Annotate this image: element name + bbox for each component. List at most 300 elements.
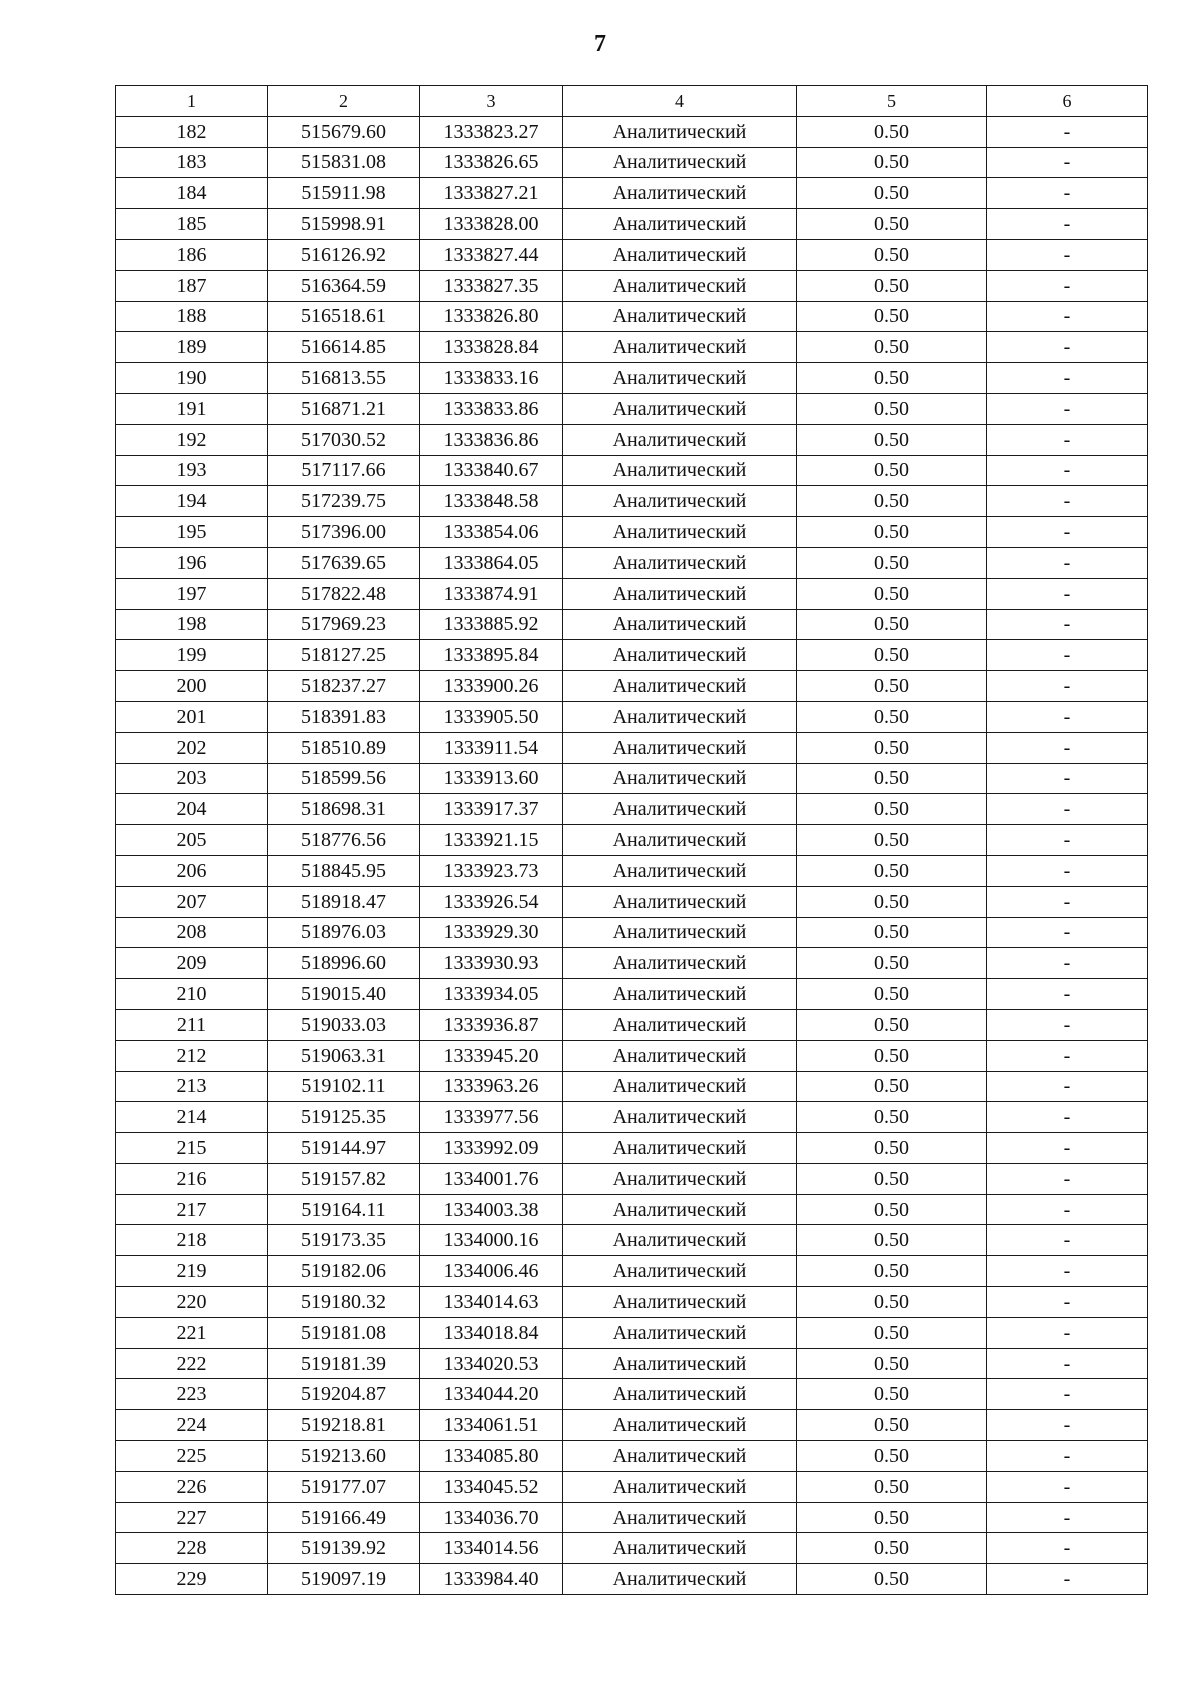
cell-x-coordinate: 515911.98 bbox=[268, 178, 420, 209]
cell-x-coordinate: 517639.65 bbox=[268, 547, 420, 578]
table-row bbox=[116, 332, 1148, 363]
cell-accuracy: 0.50 bbox=[797, 948, 987, 979]
cell-method: Аналитический bbox=[563, 178, 797, 209]
cell-accuracy: 0.50 bbox=[797, 363, 987, 394]
table-row bbox=[116, 578, 1148, 609]
cell-note: - bbox=[987, 640, 1148, 671]
cell-note: - bbox=[987, 517, 1148, 548]
cell-method: Аналитический bbox=[563, 671, 797, 702]
cell-accuracy: 0.50 bbox=[797, 917, 987, 948]
table-row bbox=[116, 1009, 1148, 1040]
cell-y-coordinate: 1333836.86 bbox=[420, 424, 563, 455]
cell-method: Аналитический bbox=[563, 424, 797, 455]
cell-note: - bbox=[987, 794, 1148, 825]
table-row bbox=[116, 455, 1148, 486]
cell-note: - bbox=[987, 763, 1148, 794]
cell-point-number: 192 bbox=[116, 424, 268, 455]
cell-note: - bbox=[987, 270, 1148, 301]
cell-y-coordinate: 1333929.30 bbox=[420, 917, 563, 948]
cell-x-coordinate: 519125.35 bbox=[268, 1102, 420, 1133]
cell-y-coordinate: 1333963.26 bbox=[420, 1071, 563, 1102]
cell-point-number: 225 bbox=[116, 1441, 268, 1472]
cell-y-coordinate: 1333911.54 bbox=[420, 732, 563, 763]
cell-y-coordinate: 1333826.80 bbox=[420, 301, 563, 332]
cell-accuracy: 0.50 bbox=[797, 886, 987, 917]
cell-x-coordinate: 517396.00 bbox=[268, 517, 420, 548]
cell-note: - bbox=[987, 1225, 1148, 1256]
cell-point-number: 224 bbox=[116, 1410, 268, 1441]
cell-x-coordinate: 517969.23 bbox=[268, 609, 420, 640]
cell-accuracy: 0.50 bbox=[797, 1163, 987, 1194]
cell-y-coordinate: 1333977.56 bbox=[420, 1102, 563, 1133]
cell-method: Аналитический bbox=[563, 1163, 797, 1194]
cell-point-number: 227 bbox=[116, 1502, 268, 1533]
cell-x-coordinate: 516813.55 bbox=[268, 363, 420, 394]
cell-point-number: 195 bbox=[116, 517, 268, 548]
cell-note: - bbox=[987, 332, 1148, 363]
cell-accuracy: 0.50 bbox=[797, 1287, 987, 1318]
table-row bbox=[116, 1102, 1148, 1133]
cell-method: Аналитический bbox=[563, 1564, 797, 1595]
cell-x-coordinate: 519144.97 bbox=[268, 1133, 420, 1164]
cell-note: - bbox=[987, 1256, 1148, 1287]
cell-accuracy: 0.50 bbox=[797, 209, 987, 240]
cell-point-number: 189 bbox=[116, 332, 268, 363]
table-header bbox=[116, 86, 1148, 117]
table-row bbox=[116, 1471, 1148, 1502]
table-row bbox=[116, 1040, 1148, 1071]
cell-y-coordinate: 1334044.20 bbox=[420, 1379, 563, 1410]
cell-accuracy: 0.50 bbox=[797, 794, 987, 825]
cell-y-coordinate: 1333827.44 bbox=[420, 239, 563, 270]
cell-point-number: 211 bbox=[116, 1009, 268, 1040]
cell-point-number: 199 bbox=[116, 640, 268, 671]
cell-accuracy: 0.50 bbox=[797, 1071, 987, 1102]
cell-y-coordinate: 1333823.27 bbox=[420, 116, 563, 147]
cell-method: Аналитический bbox=[563, 886, 797, 917]
cell-method: Аналитический bbox=[563, 794, 797, 825]
cell-point-number: 186 bbox=[116, 239, 268, 270]
cell-point-number: 184 bbox=[116, 178, 268, 209]
table-row bbox=[116, 209, 1148, 240]
cell-y-coordinate: 1333900.26 bbox=[420, 671, 563, 702]
cell-accuracy: 0.50 bbox=[797, 301, 987, 332]
cell-x-coordinate: 519033.03 bbox=[268, 1009, 420, 1040]
header-cell-6: 6 bbox=[987, 86, 1148, 117]
cell-x-coordinate: 518127.25 bbox=[268, 640, 420, 671]
cell-note: - bbox=[987, 979, 1148, 1010]
cell-accuracy: 0.50 bbox=[797, 640, 987, 671]
cell-note: - bbox=[987, 855, 1148, 886]
cell-y-coordinate: 1333930.93 bbox=[420, 948, 563, 979]
cell-x-coordinate: 515998.91 bbox=[268, 209, 420, 240]
cell-accuracy: 0.50 bbox=[797, 332, 987, 363]
cell-accuracy: 0.50 bbox=[797, 486, 987, 517]
cell-x-coordinate: 516614.85 bbox=[268, 332, 420, 363]
cell-accuracy: 0.50 bbox=[797, 393, 987, 424]
table-row bbox=[116, 116, 1148, 147]
cell-point-number: 219 bbox=[116, 1256, 268, 1287]
cell-x-coordinate: 517239.75 bbox=[268, 486, 420, 517]
cell-method: Аналитический bbox=[563, 547, 797, 578]
cell-note: - bbox=[987, 1564, 1148, 1595]
cell-note: - bbox=[987, 1071, 1148, 1102]
cell-note: - bbox=[987, 1471, 1148, 1502]
cell-note: - bbox=[987, 1287, 1148, 1318]
cell-accuracy: 0.50 bbox=[797, 609, 987, 640]
cell-y-coordinate: 1333905.50 bbox=[420, 701, 563, 732]
cell-x-coordinate: 519213.60 bbox=[268, 1441, 420, 1472]
cell-x-coordinate: 517117.66 bbox=[268, 455, 420, 486]
cell-method: Аналитический bbox=[563, 1040, 797, 1071]
cell-accuracy: 0.50 bbox=[797, 979, 987, 1010]
cell-x-coordinate: 516518.61 bbox=[268, 301, 420, 332]
header-cell-1: 1 bbox=[116, 86, 268, 117]
table-body bbox=[116, 116, 1148, 1594]
cell-method: Аналитический bbox=[563, 363, 797, 394]
cell-x-coordinate: 519181.39 bbox=[268, 1348, 420, 1379]
cell-note: - bbox=[987, 1533, 1148, 1564]
cell-method: Аналитический bbox=[563, 147, 797, 178]
table-row bbox=[116, 701, 1148, 732]
cell-accuracy: 0.50 bbox=[797, 1564, 987, 1595]
cell-note: - bbox=[987, 886, 1148, 917]
cell-accuracy: 0.50 bbox=[797, 1102, 987, 1133]
cell-x-coordinate: 518776.56 bbox=[268, 825, 420, 856]
cell-note: - bbox=[987, 609, 1148, 640]
cell-x-coordinate: 517822.48 bbox=[268, 578, 420, 609]
table-row bbox=[116, 855, 1148, 886]
cell-point-number: 187 bbox=[116, 270, 268, 301]
cell-y-coordinate: 1333917.37 bbox=[420, 794, 563, 825]
cell-x-coordinate: 519181.08 bbox=[268, 1317, 420, 1348]
cell-point-number: 198 bbox=[116, 609, 268, 640]
cell-accuracy: 0.50 bbox=[797, 855, 987, 886]
cell-method: Аналитический bbox=[563, 763, 797, 794]
cell-x-coordinate: 519182.06 bbox=[268, 1256, 420, 1287]
cell-accuracy: 0.50 bbox=[797, 1317, 987, 1348]
cell-note: - bbox=[987, 147, 1148, 178]
table-row bbox=[116, 1133, 1148, 1164]
cell-point-number: 185 bbox=[116, 209, 268, 240]
cell-y-coordinate: 1333864.05 bbox=[420, 547, 563, 578]
table-row bbox=[116, 1379, 1148, 1410]
cell-y-coordinate: 1334006.46 bbox=[420, 1256, 563, 1287]
cell-y-coordinate: 1333828.00 bbox=[420, 209, 563, 240]
cell-y-coordinate: 1333854.06 bbox=[420, 517, 563, 548]
cell-method: Аналитический bbox=[563, 1441, 797, 1472]
cell-note: - bbox=[987, 917, 1148, 948]
cell-method: Аналитический bbox=[563, 948, 797, 979]
cell-point-number: 216 bbox=[116, 1163, 268, 1194]
cell-point-number: 188 bbox=[116, 301, 268, 332]
page-number: 7 bbox=[594, 31, 606, 57]
cell-y-coordinate: 1333992.09 bbox=[420, 1133, 563, 1164]
cell-method: Аналитический bbox=[563, 1348, 797, 1379]
cell-note: - bbox=[987, 178, 1148, 209]
cell-note: - bbox=[987, 547, 1148, 578]
cell-accuracy: 0.50 bbox=[797, 147, 987, 178]
cell-method: Аналитический bbox=[563, 825, 797, 856]
cell-note: - bbox=[987, 363, 1148, 394]
cell-x-coordinate: 519218.81 bbox=[268, 1410, 420, 1441]
cell-y-coordinate: 1333895.84 bbox=[420, 640, 563, 671]
cell-point-number: 204 bbox=[116, 794, 268, 825]
cell-accuracy: 0.50 bbox=[797, 1225, 987, 1256]
cell-y-coordinate: 1333848.58 bbox=[420, 486, 563, 517]
cell-accuracy: 0.50 bbox=[797, 270, 987, 301]
cell-point-number: 213 bbox=[116, 1071, 268, 1102]
cell-x-coordinate: 515831.08 bbox=[268, 147, 420, 178]
table-row bbox=[116, 1564, 1148, 1595]
cell-note: - bbox=[987, 701, 1148, 732]
table-row bbox=[116, 1163, 1148, 1194]
cell-method: Аналитический bbox=[563, 1194, 797, 1225]
table-row bbox=[116, 547, 1148, 578]
cell-method: Аналитический bbox=[563, 1471, 797, 1502]
cell-y-coordinate: 1333827.21 bbox=[420, 178, 563, 209]
table-row bbox=[116, 640, 1148, 671]
cell-point-number: 217 bbox=[116, 1194, 268, 1225]
cell-x-coordinate: 516871.21 bbox=[268, 393, 420, 424]
cell-y-coordinate: 1333923.73 bbox=[420, 855, 563, 886]
cell-point-number: 229 bbox=[116, 1564, 268, 1595]
table-row bbox=[116, 794, 1148, 825]
table-row bbox=[116, 1194, 1148, 1225]
cell-x-coordinate: 519015.40 bbox=[268, 979, 420, 1010]
cell-method: Аналитический bbox=[563, 917, 797, 948]
cell-note: - bbox=[987, 578, 1148, 609]
cell-accuracy: 0.50 bbox=[797, 1502, 987, 1533]
table-row bbox=[116, 1410, 1148, 1441]
cell-y-coordinate: 1333934.05 bbox=[420, 979, 563, 1010]
cell-y-coordinate: 1334003.38 bbox=[420, 1194, 563, 1225]
cell-point-number: 190 bbox=[116, 363, 268, 394]
cell-point-number: 214 bbox=[116, 1102, 268, 1133]
cell-accuracy: 0.50 bbox=[797, 455, 987, 486]
cell-y-coordinate: 1334014.63 bbox=[420, 1287, 563, 1318]
table-row bbox=[116, 948, 1148, 979]
cell-point-number: 205 bbox=[116, 825, 268, 856]
cell-y-coordinate: 1333827.35 bbox=[420, 270, 563, 301]
cell-note: - bbox=[987, 1317, 1148, 1348]
cell-accuracy: 0.50 bbox=[797, 578, 987, 609]
cell-x-coordinate: 518391.83 bbox=[268, 701, 420, 732]
cell-x-coordinate: 518996.60 bbox=[268, 948, 420, 979]
cell-y-coordinate: 1334085.80 bbox=[420, 1441, 563, 1472]
table-row bbox=[116, 1287, 1148, 1318]
cell-point-number: 202 bbox=[116, 732, 268, 763]
cell-y-coordinate: 1334036.70 bbox=[420, 1502, 563, 1533]
cell-accuracy: 0.50 bbox=[797, 1009, 987, 1040]
table-row bbox=[116, 301, 1148, 332]
cell-y-coordinate: 1333945.20 bbox=[420, 1040, 563, 1071]
cell-method: Аналитический bbox=[563, 1256, 797, 1287]
cell-accuracy: 0.50 bbox=[797, 1471, 987, 1502]
cell-point-number: 203 bbox=[116, 763, 268, 794]
header-row bbox=[116, 86, 1148, 117]
cell-y-coordinate: 1333840.67 bbox=[420, 455, 563, 486]
table-row bbox=[116, 486, 1148, 517]
table-row bbox=[116, 424, 1148, 455]
header-cell-5: 5 bbox=[797, 86, 987, 117]
cell-method: Аналитический bbox=[563, 1071, 797, 1102]
cell-point-number: 193 bbox=[116, 455, 268, 486]
header-cell-2: 2 bbox=[268, 86, 420, 117]
cell-accuracy: 0.50 bbox=[797, 732, 987, 763]
cell-accuracy: 0.50 bbox=[797, 424, 987, 455]
cell-note: - bbox=[987, 732, 1148, 763]
cell-x-coordinate: 519097.19 bbox=[268, 1564, 420, 1595]
table-row bbox=[116, 147, 1148, 178]
cell-x-coordinate: 518510.89 bbox=[268, 732, 420, 763]
table-row bbox=[116, 1533, 1148, 1564]
table-row bbox=[116, 1256, 1148, 1287]
table-row bbox=[116, 1317, 1148, 1348]
cell-accuracy: 0.50 bbox=[797, 1348, 987, 1379]
cell-note: - bbox=[987, 424, 1148, 455]
cell-method: Аналитический bbox=[563, 209, 797, 240]
table-row bbox=[116, 979, 1148, 1010]
table-row bbox=[116, 239, 1148, 270]
cell-note: - bbox=[987, 301, 1148, 332]
cell-method: Аналитический bbox=[563, 855, 797, 886]
cell-y-coordinate: 1333833.86 bbox=[420, 393, 563, 424]
cell-note: - bbox=[987, 209, 1148, 240]
cell-point-number: 208 bbox=[116, 917, 268, 948]
cell-accuracy: 0.50 bbox=[797, 763, 987, 794]
cell-point-number: 196 bbox=[116, 547, 268, 578]
cell-point-number: 228 bbox=[116, 1533, 268, 1564]
cell-x-coordinate: 518698.31 bbox=[268, 794, 420, 825]
cell-point-number: 226 bbox=[116, 1471, 268, 1502]
cell-note: - bbox=[987, 948, 1148, 979]
cell-x-coordinate: 515679.60 bbox=[268, 116, 420, 147]
cell-method: Аналитический bbox=[563, 1133, 797, 1164]
cell-x-coordinate: 519102.11 bbox=[268, 1071, 420, 1102]
cell-accuracy: 0.50 bbox=[797, 671, 987, 702]
cell-note: - bbox=[987, 1194, 1148, 1225]
cell-x-coordinate: 519180.32 bbox=[268, 1287, 420, 1318]
cell-accuracy: 0.50 bbox=[797, 517, 987, 548]
cell-x-coordinate: 519139.92 bbox=[268, 1533, 420, 1564]
cell-note: - bbox=[987, 1502, 1148, 1533]
cell-point-number: 215 bbox=[116, 1133, 268, 1164]
cell-x-coordinate: 519157.82 bbox=[268, 1163, 420, 1194]
cell-method: Аналитический bbox=[563, 609, 797, 640]
cell-method: Аналитический bbox=[563, 270, 797, 301]
table-row bbox=[116, 393, 1148, 424]
cell-y-coordinate: 1334014.56 bbox=[420, 1533, 563, 1564]
table-row bbox=[116, 763, 1148, 794]
cell-point-number: 207 bbox=[116, 886, 268, 917]
cell-point-number: 191 bbox=[116, 393, 268, 424]
table-row bbox=[116, 886, 1148, 917]
cell-note: - bbox=[987, 455, 1148, 486]
table-row bbox=[116, 825, 1148, 856]
cell-accuracy: 0.50 bbox=[797, 1256, 987, 1287]
cell-y-coordinate: 1334045.52 bbox=[420, 1471, 563, 1502]
cell-method: Аналитический bbox=[563, 239, 797, 270]
cell-accuracy: 0.50 bbox=[797, 701, 987, 732]
cell-method: Аналитический bbox=[563, 1502, 797, 1533]
cell-y-coordinate: 1333921.15 bbox=[420, 825, 563, 856]
cell-note: - bbox=[987, 825, 1148, 856]
cell-x-coordinate: 518918.47 bbox=[268, 886, 420, 917]
cell-accuracy: 0.50 bbox=[797, 1441, 987, 1472]
cell-accuracy: 0.50 bbox=[797, 116, 987, 147]
cell-x-coordinate: 518237.27 bbox=[268, 671, 420, 702]
cell-note: - bbox=[987, 116, 1148, 147]
cell-method: Аналитический bbox=[563, 332, 797, 363]
cell-note: - bbox=[987, 393, 1148, 424]
table-row bbox=[116, 1441, 1148, 1472]
cell-point-number: 206 bbox=[116, 855, 268, 886]
cell-y-coordinate: 1333936.87 bbox=[420, 1009, 563, 1040]
cell-note: - bbox=[987, 1379, 1148, 1410]
cell-y-coordinate: 1334018.84 bbox=[420, 1317, 563, 1348]
cell-note: - bbox=[987, 239, 1148, 270]
cell-y-coordinate: 1333984.40 bbox=[420, 1564, 563, 1595]
cell-x-coordinate: 518845.95 bbox=[268, 855, 420, 886]
cell-y-coordinate: 1334000.16 bbox=[420, 1225, 563, 1256]
cell-method: Аналитический bbox=[563, 393, 797, 424]
cell-x-coordinate: 519177.07 bbox=[268, 1471, 420, 1502]
cell-point-number: 182 bbox=[116, 116, 268, 147]
cell-accuracy: 0.50 bbox=[797, 825, 987, 856]
cell-method: Аналитический bbox=[563, 1102, 797, 1133]
cell-y-coordinate: 1333826.65 bbox=[420, 147, 563, 178]
cell-y-coordinate: 1333926.54 bbox=[420, 886, 563, 917]
cell-method: Аналитический bbox=[563, 486, 797, 517]
cell-y-coordinate: 1334061.51 bbox=[420, 1410, 563, 1441]
cell-point-number: 223 bbox=[116, 1379, 268, 1410]
cell-note: - bbox=[987, 671, 1148, 702]
cell-accuracy: 0.50 bbox=[797, 1533, 987, 1564]
cell-point-number: 212 bbox=[116, 1040, 268, 1071]
header-cell-4: 4 bbox=[563, 86, 797, 117]
cell-point-number: 194 bbox=[116, 486, 268, 517]
table-row bbox=[116, 609, 1148, 640]
cell-accuracy: 0.50 bbox=[797, 547, 987, 578]
cell-y-coordinate: 1333874.91 bbox=[420, 578, 563, 609]
cell-method: Аналитический bbox=[563, 1009, 797, 1040]
cell-method: Аналитический bbox=[563, 701, 797, 732]
cell-point-number: 197 bbox=[116, 578, 268, 609]
cell-x-coordinate: 516364.59 bbox=[268, 270, 420, 301]
cell-x-coordinate: 519166.49 bbox=[268, 1502, 420, 1533]
cell-method: Аналитический bbox=[563, 1533, 797, 1564]
cell-method: Аналитический bbox=[563, 979, 797, 1010]
cell-note: - bbox=[987, 1040, 1148, 1071]
table-row bbox=[116, 1348, 1148, 1379]
table-row bbox=[116, 917, 1148, 948]
table-row bbox=[116, 732, 1148, 763]
cell-method: Аналитический bbox=[563, 640, 797, 671]
cell-x-coordinate: 518976.03 bbox=[268, 917, 420, 948]
cell-y-coordinate: 1333885.92 bbox=[420, 609, 563, 640]
cell-method: Аналитический bbox=[563, 1379, 797, 1410]
cell-method: Аналитический bbox=[563, 1287, 797, 1318]
cell-method: Аналитический bbox=[563, 732, 797, 763]
cell-method: Аналитический bbox=[563, 1410, 797, 1441]
table-row bbox=[116, 178, 1148, 209]
cell-note: - bbox=[987, 1133, 1148, 1164]
coordinates-table bbox=[115, 85, 1148, 1595]
cell-point-number: 221 bbox=[116, 1317, 268, 1348]
cell-method: Аналитический bbox=[563, 116, 797, 147]
cell-x-coordinate: 517030.52 bbox=[268, 424, 420, 455]
